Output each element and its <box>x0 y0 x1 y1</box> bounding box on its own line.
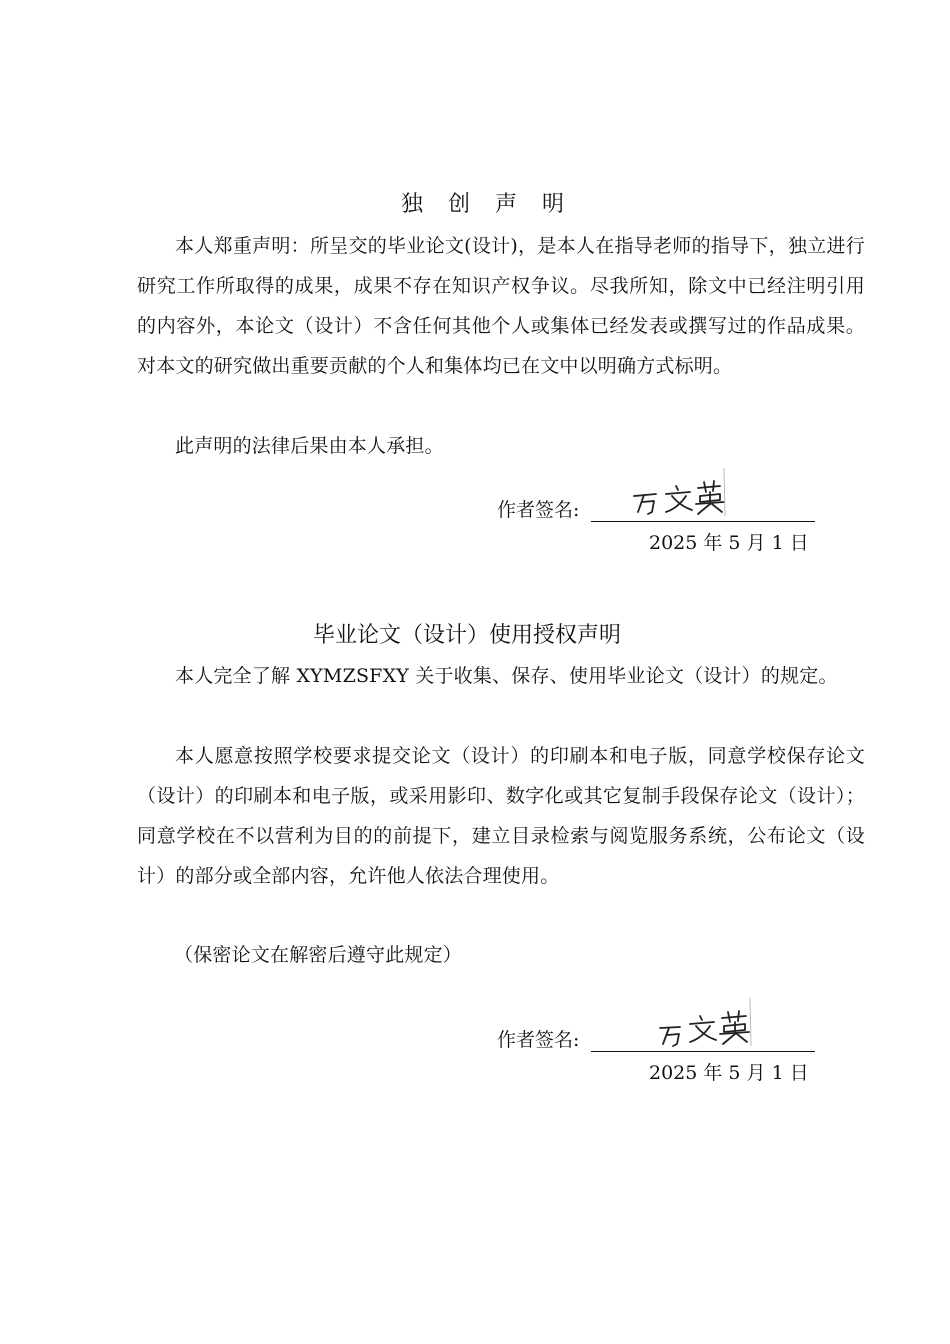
originality-signature-row <box>497 490 579 530</box>
originality-handwritten-signature <box>624 466 754 526</box>
authorization-date: 2025 年 5 月 1 日 <box>649 1062 809 1084</box>
authorization-paragraph-3: （保密论文在解密后遵守此规定） <box>174 944 463 966</box>
authorization-paragraph-1: 本人完全了解 XYMZSFXY 关于收集、保存、使用毕业论文（设计）的规定。 <box>175 665 838 687</box>
authorization-handwritten-signature <box>648 998 778 1058</box>
originality-title: 独 创 声 明 <box>401 192 573 217</box>
authorization-signature-row <box>497 1020 579 1060</box>
originality-paragraph-1: 本人郑重声明：所呈交的毕业论文(设计)，是本人在指导老师的指导下，独立进行研究工作所取得的成果，成果不存在知识产权争议。尽我所知，除文中已经注明引用的内容外，本论文（设计）不含任何其他个人或集体已经发表或撰写过的作品成果。对本文的研究做出重要贡献的个人和集体均已在文中以明确方式标明。 <box>137 235 865 377</box>
authorization-signature-label: 作者签名: <box>497 1029 580 1051</box>
authorization-title: 毕业论文（设计）使用授权声明 <box>312 623 621 648</box>
authorization-paragraph-2: 本人愿意按照学校要求提交论文（设计）的印刷本和电子版，同意学校保存论文（设计）的印刷本和电子版，或采用影印、数字化或其它复制手段保存论文（设计）；同意学校在不以营利为目的的前提下，建立目录检索与阅览服务系统，公布论文（设计）的部分或全部内容，允许他人依法合理使用。 <box>137 745 865 887</box>
originality-signature-label: 作者签名: <box>497 499 580 521</box>
originality-paragraph-2: 此声明的法律后果由本人承担。 <box>175 435 444 457</box>
originality-date: 2025 年 5 月 1 日 <box>649 532 809 554</box>
